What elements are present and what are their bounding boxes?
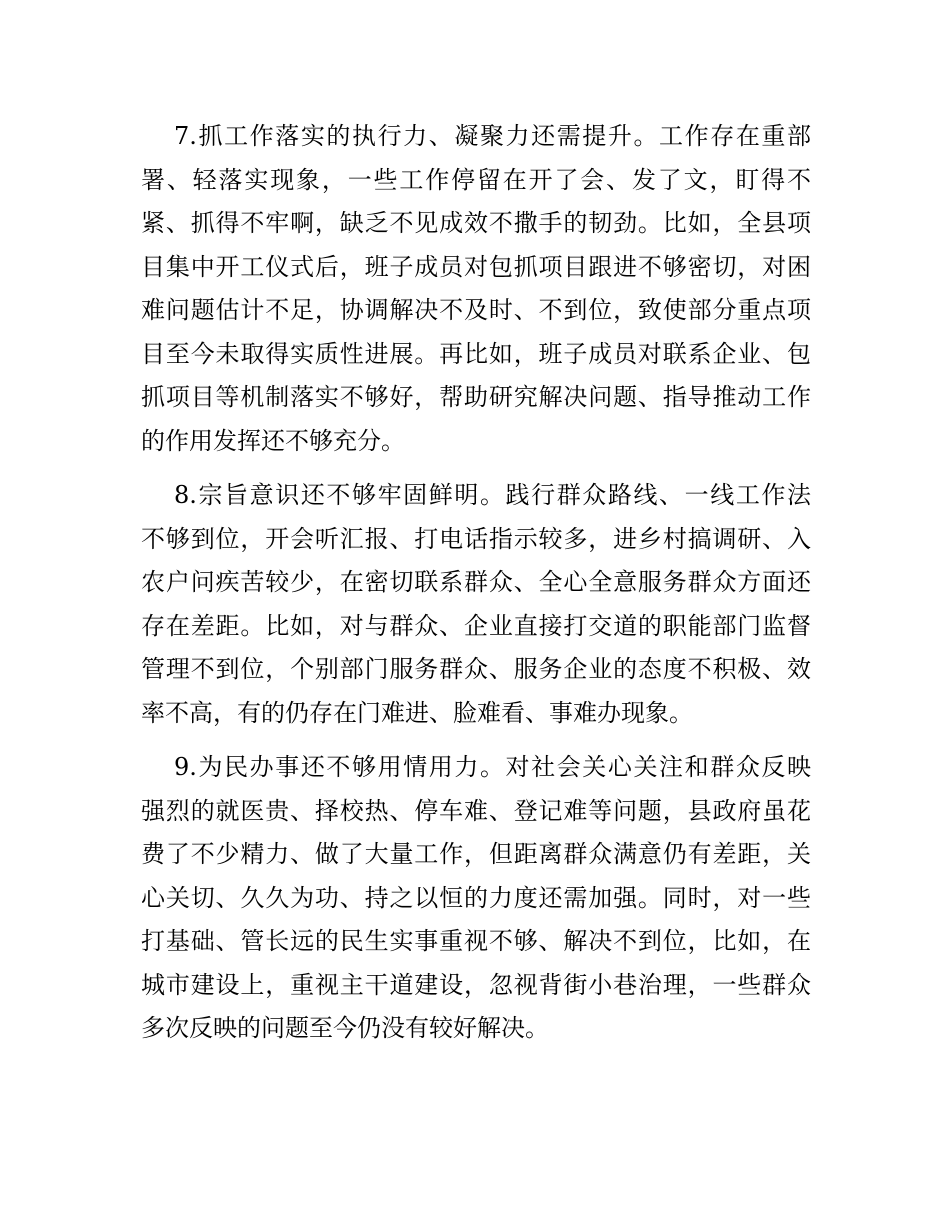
text-line: 管理不到位，个别部门服务群众、服务企业的态度不积极、效 — [141, 655, 811, 683]
paragraph-8 — [141, 474, 811, 735]
text-line: 9.为民办事还不够用情用力。对社会关心关注和群众反映 — [174, 753, 811, 781]
text-line: 率不高，有的仍存在门难进、脸难看、事难办现象。 — [141, 698, 693, 727]
text-line: 目至今未取得实质性进展。再比如，班子成员对联系企业、包 — [141, 339, 811, 368]
text-line: 农户问疾苦较少，在密切联系群众、全心全意服务群众方面还 — [141, 568, 811, 596]
text-line: 抓项目等机制落实不够好，帮助研究解决问题、指导推动工作 — [141, 383, 811, 411]
text-line: 费了不少精力、做了大量工作，但距离群众满意仍有差距，关 — [141, 840, 811, 868]
text-line: 署、轻落实现象，一些工作停留在开了会、发了文，盯得不 — [141, 165, 811, 194]
paragraph-7 — [141, 115, 811, 463]
text-line: 存在差距。比如，对与群众、企业直接打交道的职能部门监督 — [141, 611, 811, 640]
text-line: 难问题估计不足，协调解决不及时、不到位，致使部分重点项 — [141, 296, 811, 324]
text-line: 心关切、久久为功、持之以恒的力度还需加强。同时，对一些 — [141, 883, 811, 912]
text-line: 强烈的就医贵、择校热、停车难、登记难等问题，县政府虽花 — [141, 796, 811, 825]
text-line: 城市建设上，重视主干道建设，忽视背街小巷治理，一些群众 — [141, 970, 811, 999]
text-line: 打基础、管长远的民生实事重视不够、解决不到位，比如，在 — [141, 927, 811, 955]
document-body — [141, 115, 811, 1062]
text-line: 7.抓工作落实的执行力、凝聚力还需提升。工作存在重部 — [174, 122, 811, 150]
text-line: 多次反映的问题至今仍没有较好解决。 — [141, 1014, 549, 1042]
text-line: 紧、抓得不牢啊，缺乏不见成效不撒手的韧劲。比如，全县项 — [141, 209, 811, 237]
text-line: 的作用发挥还不够充分。 — [141, 426, 405, 455]
text-line: 不够到位，开会听汇报、打电话指示较多，进乡村搞调研、入 — [141, 524, 811, 553]
paragraph-9 — [141, 746, 811, 1051]
text-line: 8.宗旨意识还不够牢固鲜明。践行群众路线、一线工作法 — [174, 481, 811, 509]
text-line: 目集中开工仪式后，班子成员对包抓项目跟进不够密切，对困 — [141, 252, 811, 281]
